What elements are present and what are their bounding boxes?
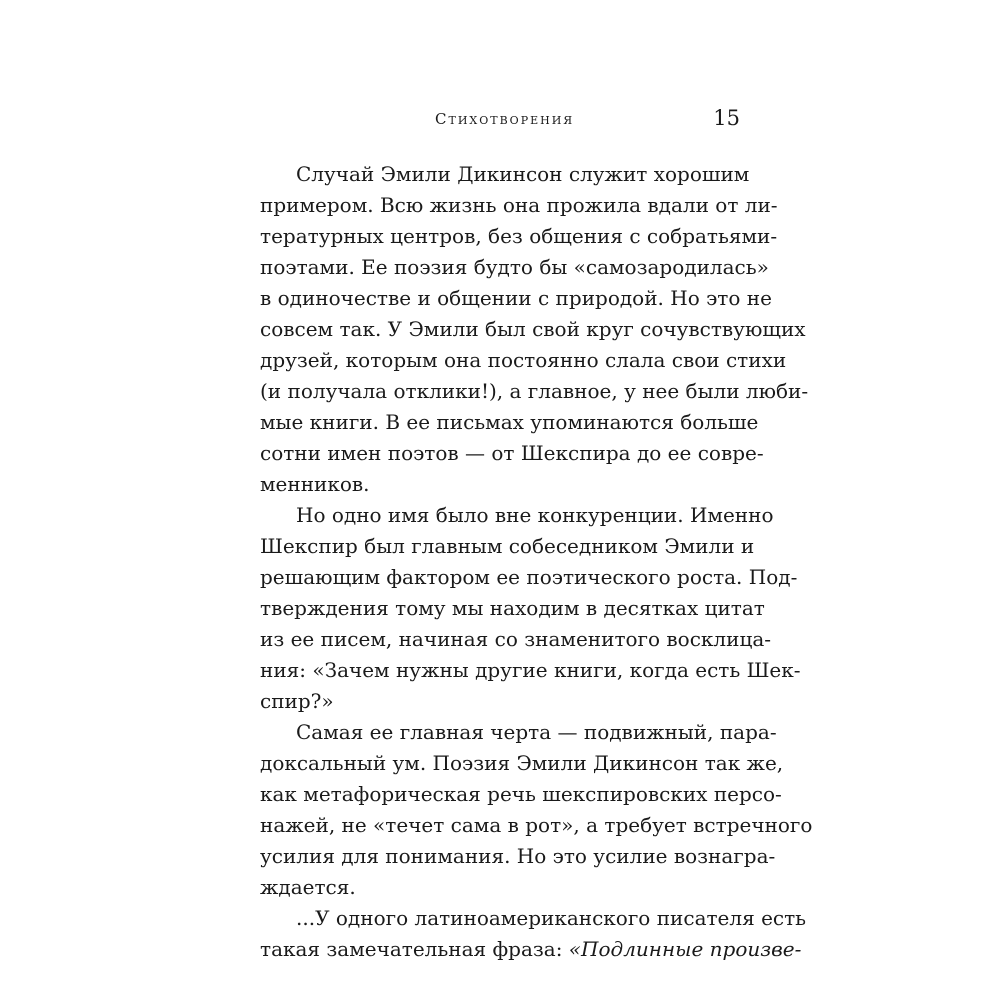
text-line: ния: «Зачем нужны другие книги, когда есть Шек- bbox=[260, 658, 801, 682]
text-line: тературных центров, без общения с собратьями- bbox=[260, 224, 778, 248]
italic-quote: «Подлинные произве- bbox=[568, 937, 802, 961]
text-line: Случай Эмили Дикинсон служит хорошим bbox=[296, 162, 750, 186]
text-line: менников. bbox=[260, 472, 370, 496]
text-line bbox=[260, 934, 802, 965]
page-number: 15 bbox=[713, 106, 740, 130]
text-line: в одиночестве и общении с природой. Но это не bbox=[260, 286, 772, 310]
text-line: ждается. bbox=[260, 875, 356, 899]
body-text bbox=[260, 159, 813, 965]
text-line: (и получала отклики!), а главное, у нее были люби- bbox=[260, 379, 809, 403]
text-line: поэтами. Ее поэзия будто бы «самозародилась» bbox=[260, 255, 769, 279]
text-line: примером. Всю жизнь она прожила вдали от ли- bbox=[260, 193, 778, 217]
text-line: совсем так. У Эмили был свой круг сочувствующих bbox=[260, 317, 806, 341]
text-line: решающим фактором ее поэтического роста. Под- bbox=[260, 565, 798, 589]
text-line: сотни имен поэтов — от Шекспира до ее совре- bbox=[260, 441, 764, 465]
text-line: ...У одного латиноамериканского писателя есть bbox=[296, 906, 807, 930]
text-line: Самая ее главная черта — подвижный, пара- bbox=[296, 720, 777, 744]
text-line: Шекспир был главным собеседником Эмили и bbox=[260, 534, 755, 558]
text-line: как метафорическая речь шекспировских персо- bbox=[260, 782, 782, 806]
book-page bbox=[260, 100, 813, 961]
text-run: такая замечательная фраза: bbox=[260, 937, 569, 961]
text-line: доксальный ум. Поэзия Эмили Дикинсон так же, bbox=[260, 751, 784, 775]
text-line: тверждения тому мы находим в десятках цитат bbox=[260, 596, 765, 620]
text-line: усилия для понимания. Но это усилие вознагра- bbox=[260, 844, 776, 868]
text-line: друзей, которым она постоянно слала свои стихи bbox=[260, 348, 787, 372]
running-title: Стихотворения bbox=[435, 110, 575, 128]
text-line: мые книги. В ее письмах упоминаются больше bbox=[260, 410, 759, 434]
text-line: Но одно имя было вне конкуренции. Именно bbox=[296, 503, 774, 527]
text-line: из ее писем, начиная со знаменитого восклица- bbox=[260, 627, 772, 651]
text-line: нажей, не «течет сама в рот», а требует встречного bbox=[260, 813, 813, 837]
running-header bbox=[260, 106, 740, 136]
text-line: спир?» bbox=[260, 689, 334, 713]
